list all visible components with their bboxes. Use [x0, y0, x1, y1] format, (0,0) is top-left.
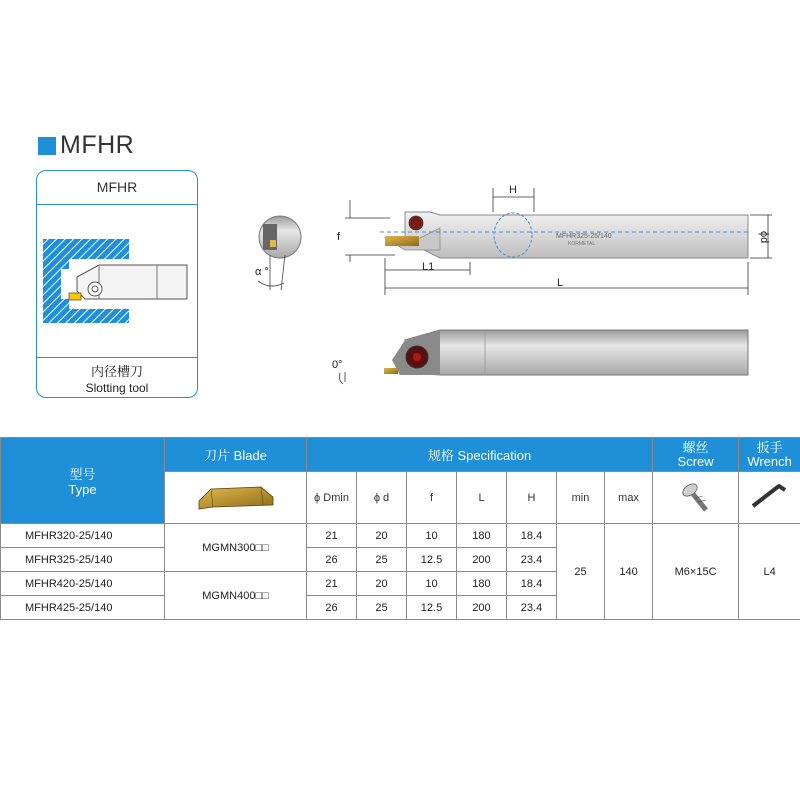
top-view-tool: [380, 212, 748, 258]
row-2-H: 23.4: [507, 548, 557, 572]
min-value: 25: [557, 524, 605, 620]
subheader-L: L: [457, 472, 507, 524]
row-3-L: 180: [457, 572, 507, 596]
subheader-dmin: ϕ Dmin: [307, 472, 357, 524]
row-2-type: MFHR325-25/140: [1, 548, 165, 572]
row-4-H: 23.4: [507, 596, 557, 620]
caption-chinese: 内径槽刀: [90, 364, 143, 379]
header-type: [1, 438, 165, 524]
row-1-d: 20: [357, 524, 407, 548]
header-specification: 规格 Specification: [307, 438, 653, 472]
dim-f-label: f: [337, 231, 341, 243]
header-screw-en: Screw: [677, 453, 714, 469]
blade-image-cell: [165, 472, 307, 524]
row-2-f: 12.5: [407, 548, 457, 572]
header-screw-cn: 螺丝: [682, 439, 709, 455]
header-type-cn: 型号: [69, 467, 96, 482]
row-1-f: 10: [407, 524, 457, 548]
row-3-d: 20: [357, 572, 407, 596]
dim-d-label: ϕd: [758, 231, 770, 244]
card-title: MFHR: [37, 171, 197, 205]
angle-alpha-label: α °: [255, 266, 269, 278]
header-wrench: [739, 438, 800, 472]
blade-group-1: MGMN300□□: [165, 524, 307, 572]
wrench-image-cell: [739, 472, 800, 524]
row-4-f: 12.5: [407, 596, 457, 620]
row-3-type: MFHR420-25/140: [1, 572, 165, 596]
row-1-type: MFHR320-25/140: [1, 524, 165, 548]
subheader-min: min: [557, 472, 605, 524]
subheader-f: f: [407, 472, 457, 524]
wrench-icon: [745, 476, 795, 516]
header-wrench-en: Wrench: [747, 453, 792, 469]
row-1-H: 18.4: [507, 524, 557, 548]
header-type-en: Type: [68, 482, 97, 497]
subheader-H: H: [507, 472, 557, 524]
row-4-dmin: 26: [307, 596, 357, 620]
row-4-type: MFHR425-25/140: [1, 596, 165, 620]
caption-english: Slotting tool: [85, 381, 149, 395]
page-title: MFHR: [60, 131, 135, 159]
screw-value: M6×15C: [653, 524, 739, 620]
header-blade: 刀片 Blade: [165, 438, 307, 472]
row-2-dmin: 26: [307, 548, 357, 572]
specification-table: [0, 437, 800, 620]
screw-image-cell: [653, 472, 739, 524]
dim-L1-label: L1: [422, 261, 435, 273]
max-value: 140: [605, 524, 653, 620]
shank-marking-model: MFHR325-25/140: [556, 233, 612, 240]
blade-group-2: MGMN400□□: [165, 572, 307, 620]
row-3-f: 10: [407, 572, 457, 596]
end-view: [255, 216, 301, 290]
angle-zero-label: 0°: [332, 359, 343, 371]
subheader-d: ϕ d: [357, 472, 407, 524]
row-2-L: 200: [457, 548, 507, 572]
dim-H-label: H: [509, 184, 517, 196]
row-3-dmin: 21: [307, 572, 357, 596]
screw-icon: [676, 476, 716, 516]
row-4-d: 25: [357, 596, 407, 620]
shank-marking-brand: KORMETAL: [568, 241, 596, 247]
row-4-L: 200: [457, 596, 507, 620]
row-1-L: 180: [457, 524, 507, 548]
row-3-H: 18.4: [507, 572, 557, 596]
wrench-value: L4: [739, 524, 800, 620]
tool-3d-view: [332, 330, 748, 384]
subheader-max: max: [605, 472, 653, 524]
blade-insert-icon: [191, 479, 281, 513]
row-1-dmin: 21: [307, 524, 357, 548]
dim-L-label: L: [557, 277, 564, 289]
row-2-d: 25: [357, 548, 407, 572]
header-screw: [653, 438, 739, 472]
header-wrench-cn: 扳手: [756, 439, 783, 455]
